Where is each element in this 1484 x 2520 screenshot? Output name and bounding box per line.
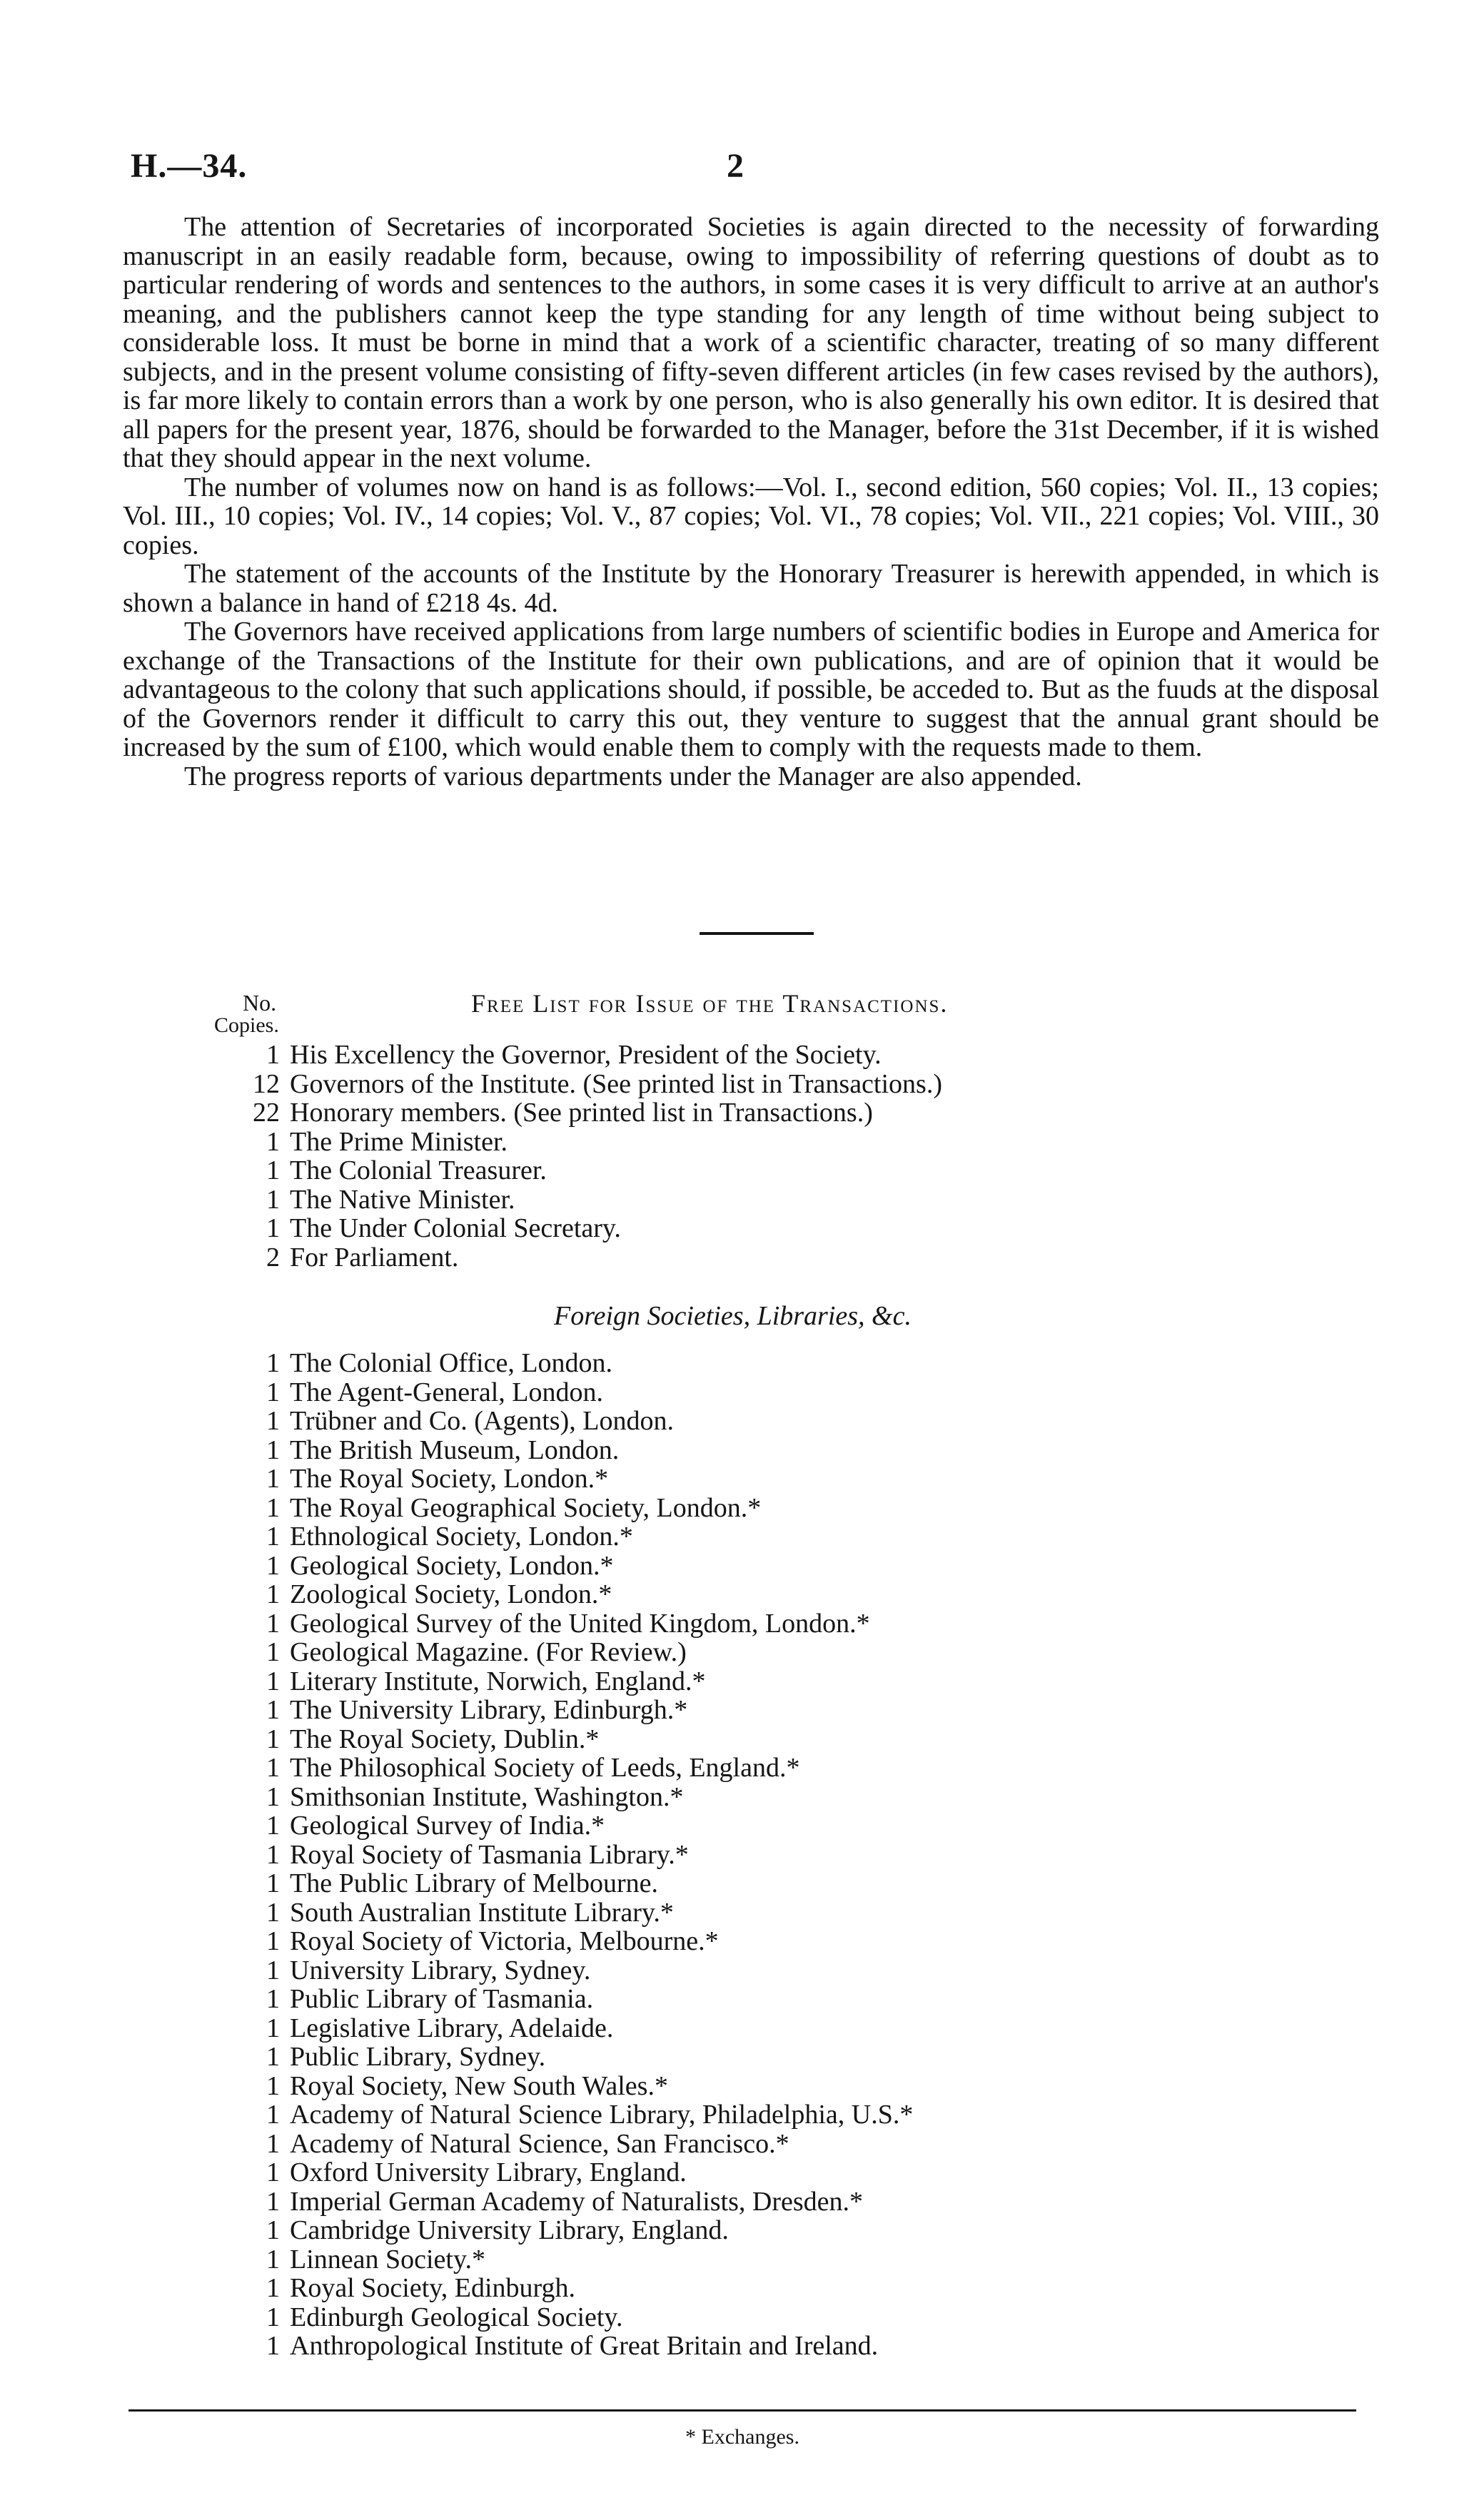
list-item (214, 1214, 942, 1243)
copies-count: 1 (266, 1984, 280, 2014)
recipient-name: University Library, Sydney. (290, 1955, 591, 1985)
list-item (214, 2303, 913, 2332)
copies-count: 1 (266, 2013, 280, 2043)
recipient-name: Geological Society, London.* (290, 1550, 614, 1581)
copies-count: 1 (266, 2157, 280, 2187)
recipient-name: Geological Magazine. (For Review.) (290, 1637, 687, 1667)
list-item (214, 1811, 913, 1841)
recipient-name: The Under Colonial Secretary. (290, 1213, 621, 1243)
recipient-name: Anthropological Institute of Great Britain and Ireland. (290, 2331, 879, 2361)
list-item (214, 1494, 913, 1523)
list-item (214, 1128, 942, 1157)
copies-count: 1 (266, 1811, 280, 1841)
list-item (214, 1927, 913, 1956)
copies-count: 1 (266, 1040, 280, 1070)
column-heading-no: No. (243, 990, 277, 1016)
recipient-name: Geological Survey of the United Kingdom, London.* (290, 1608, 870, 1639)
copies-count: 1 (266, 1608, 280, 1639)
copies-count: 1 (266, 2215, 280, 2245)
list-item (214, 1070, 942, 1099)
copies-count: 1 (266, 1434, 280, 1465)
copies-count: 1 (266, 1348, 280, 1378)
recipient-name: Public Library, Sydney. (290, 2042, 546, 2072)
recipient-name: Royal Society, New South Wales.* (290, 2070, 668, 2101)
paragraph-accounts: The statement of the accounts of the Institute by the Honorary Treasurer is herewith appended, in which is shown a balance in hand of £218 4s. 4d. (123, 559, 1379, 618)
copies-count: 1 (266, 1184, 280, 1215)
copies-count: 1 (266, 2042, 280, 2072)
recipient-name: Imperial German Academy of Naturalists, Dresden.* (290, 2186, 864, 2217)
copies-count: 1 (266, 1724, 280, 1754)
list-item (214, 2187, 913, 2217)
list-item (214, 1898, 913, 1928)
copies-count: 1 (266, 1155, 280, 1185)
copies-count: 1 (266, 2331, 280, 2361)
body-text (123, 213, 1379, 791)
list-item (214, 2130, 913, 2159)
recipient-name: For Parliament. (290, 1242, 459, 1272)
copies-count: 1 (266, 2128, 280, 2159)
free-list-foreign-societies (214, 1349, 913, 2361)
list-item (214, 1956, 913, 1985)
recipient-name: His Excellency the Governor, President of the Society. (290, 1040, 882, 1070)
copies-count: 1 (266, 1213, 280, 1243)
list-item (214, 1243, 942, 1272)
copies-count: 1 (266, 1406, 280, 1436)
recipient-name: Royal Society of Victoria, Melbourne.* (290, 1926, 719, 1956)
copies-count: 1 (266, 1839, 280, 1870)
page-number: 2 (727, 147, 744, 185)
list-item (214, 1041, 942, 1070)
recipient-name: Edinburgh Geological Society. (290, 2302, 623, 2332)
list-item (214, 1464, 913, 1494)
list-item (214, 2332, 913, 2361)
list-item (214, 1156, 942, 1185)
copies-count: 1 (266, 2244, 280, 2274)
copies-count: 1 (266, 2070, 280, 2101)
recipient-name: Trübner and Co. (Agents), London. (290, 1406, 674, 1436)
recipient-name: Geological Survey of India.* (290, 1811, 605, 1841)
copies-count: 1 (266, 1464, 280, 1494)
copies-count: 1 (266, 1753, 280, 1783)
foreign-societies-heading: Foreign Societies, Libraries, &c. (554, 1301, 912, 1331)
footnote-divider (128, 2409, 1356, 2412)
copies-count: 1 (266, 1550, 280, 1581)
copies-count: 1 (266, 1781, 280, 1812)
section-divider (700, 932, 814, 935)
copies-count: 12 (253, 1068, 280, 1099)
copies-count: 1 (266, 1666, 280, 1696)
recipient-name: Governors of the Institute. (See printed list in Transactions.) (290, 1068, 942, 1099)
list-item (214, 2158, 913, 2187)
recipient-name: Legislative Library, Adelaide. (290, 2013, 614, 2043)
copies-count: 1 (266, 2186, 280, 2217)
free-list-officials (214, 1041, 942, 1272)
recipient-name: Public Library of Tasmania. (290, 1984, 594, 2014)
copies-count: 1 (266, 2302, 280, 2332)
list-item (214, 1985, 913, 2014)
recipient-name: Royal Society of Tasmania Library.* (290, 1839, 689, 1870)
recipient-name: Cambridge University Library, England. (290, 2215, 729, 2245)
copies-count: 1 (266, 2100, 280, 2130)
copies-count: 1 (266, 1955, 280, 1985)
list-item (214, 1638, 913, 1667)
list-item (214, 1667, 913, 1696)
recipient-name: The University Library, Edinburgh.* (290, 1695, 688, 1725)
recipient-name: The Philosophical Society of Leeds, England.* (290, 1753, 800, 1783)
list-item (214, 1841, 913, 1870)
recipient-name: The British Museum, London. (290, 1434, 620, 1465)
recipient-name: The Colonial Treasurer. (290, 1155, 547, 1185)
recipient-name: Oxford University Library, England. (290, 2157, 687, 2187)
list-item (214, 1754, 913, 1783)
list-item (214, 1407, 913, 1436)
paragraph-exchange: The Governors have received applications from large numbers of scientific bodies in Europe and America for exchange of the Transactions of the Institute for their own publications, and are of opinion that it would be advantageous to the colony that such applications should, if possible, be acceded to. But as the fuuds at the disposal of the Governors render it difficult to carry this out, they venture to suggest that the annual grant should be increased by the sum of £100, which would enable them to comply with the requests made to them. (123, 617, 1379, 762)
copies-count: 1 (266, 1377, 280, 1407)
list-item (214, 2014, 913, 2043)
recipient-name: Literary Institute, Norwich, England.* (290, 1666, 706, 1696)
list-item (214, 1522, 913, 1552)
recipient-name: Linnean Society.* (290, 2244, 486, 2274)
list-item (214, 1436, 913, 1465)
copies-count: 1 (266, 1522, 280, 1552)
list-item (214, 2043, 913, 2072)
copies-count: 2 (266, 1242, 280, 1272)
recipient-name: Royal Society, Edinburgh. (290, 2273, 576, 2303)
copies-count: 1 (266, 1868, 280, 1898)
list-item (214, 1378, 913, 1407)
recipient-name: Academy of Natural Science, San Francisco.* (290, 2128, 789, 2159)
recipient-name: The Royal Society, Dublin.* (290, 1724, 600, 1754)
recipient-name: Honorary members. (See printed list in Transactions.) (290, 1098, 873, 1128)
recipient-name: The Colonial Office, London. (290, 1348, 613, 1378)
copies-count: 1 (266, 2273, 280, 2303)
free-list-title: Free List for Issue of the Transactions. (471, 989, 949, 1018)
list-item (214, 1725, 913, 1754)
recipient-name: Ethnological Society, London.* (290, 1522, 633, 1552)
copies-count: 1 (266, 1897, 280, 1928)
copies-count: 1 (266, 1579, 280, 1609)
copies-count: 1 (266, 1492, 280, 1523)
list-item (214, 1609, 913, 1639)
paragraph-progress: The progress reports of various departments under the Manager are also appended. (184, 761, 1082, 791)
recipient-name: South Australian Institute Library.* (290, 1897, 674, 1928)
recipient-name: Academy of Natural Science Library, Philadelphia, U.S.* (290, 2100, 914, 2130)
list-item (214, 1098, 942, 1128)
recipient-name: The Native Minister. (290, 1184, 515, 1215)
list-item (214, 2100, 913, 2130)
list-item (214, 1185, 942, 1215)
column-heading-copies: Copies. (214, 1013, 279, 1037)
list-item (214, 2072, 913, 2101)
copies-count: 1 (266, 1695, 280, 1725)
list-item (214, 1580, 913, 1609)
list-item (214, 2274, 913, 2303)
copies-count: 1 (266, 1126, 280, 1157)
recipient-name: The Public Library of Melbourne. (290, 1868, 659, 1898)
list-item (214, 1869, 913, 1898)
list-item (214, 1783, 913, 1812)
recipient-name: The Agent-General, London. (290, 1377, 603, 1407)
recipient-name: The Prime Minister. (290, 1126, 508, 1157)
paragraph-manuscript: The attention of Secretaries of incorporated Societies is again directed to the necessity of forwarding manuscript in an easily readable form, because, owing to impossibility of referring questions of doubt as to particular rendering of words and sentences to the authors, in some cases it is very difficult to arrive at an author's meaning, and the publishers cannot keep the type standing for any length of time without being subject to considerable loss. It must be borne in mind that a work of a scientific character, treating of so many different subjects, and in the present volume consisting of fifty-seven different articles (in few cases revised by the authors), is far more likely to contain errors than a work by one person, who is also generally his own editor. It is desired that all papers for the present year, 1876, should be forwarded to the Manager, before the 31st December, if it is wished that they should appear in the next volume. (123, 212, 1379, 473)
list-item (214, 2216, 913, 2245)
copies-count: 1 (266, 1637, 280, 1667)
recipient-name: Zoological Society, London.* (290, 1579, 612, 1609)
copies-count: 22 (253, 1098, 280, 1128)
copies-count: 1 (266, 1926, 280, 1956)
footnote: * Exchanges. (685, 2425, 799, 2449)
list-item (214, 1696, 913, 1725)
recipient-name: The Royal Geographical Society, London.* (290, 1492, 762, 1523)
document-reference: H.—34. (131, 147, 248, 185)
paragraph-volumes: The number of volumes now on hand is as follows:—Vol. I., second edition, 560 copies; Vol. II., 13 copies; Vol. III., 10 copies; Vol. IV., 14 copies; Vol. V., 87 copies; Vol. VI., 78 copies; Vol. VII., 221 copies; Vol. VIII., 30 copies. (123, 472, 1379, 560)
list-item (214, 2245, 913, 2274)
recipient-name: The Royal Society, London.* (290, 1464, 609, 1494)
list-item (214, 1349, 913, 1378)
list-item (214, 1552, 913, 1581)
recipient-name: Smithsonian Institute, Washington.* (290, 1781, 684, 1812)
